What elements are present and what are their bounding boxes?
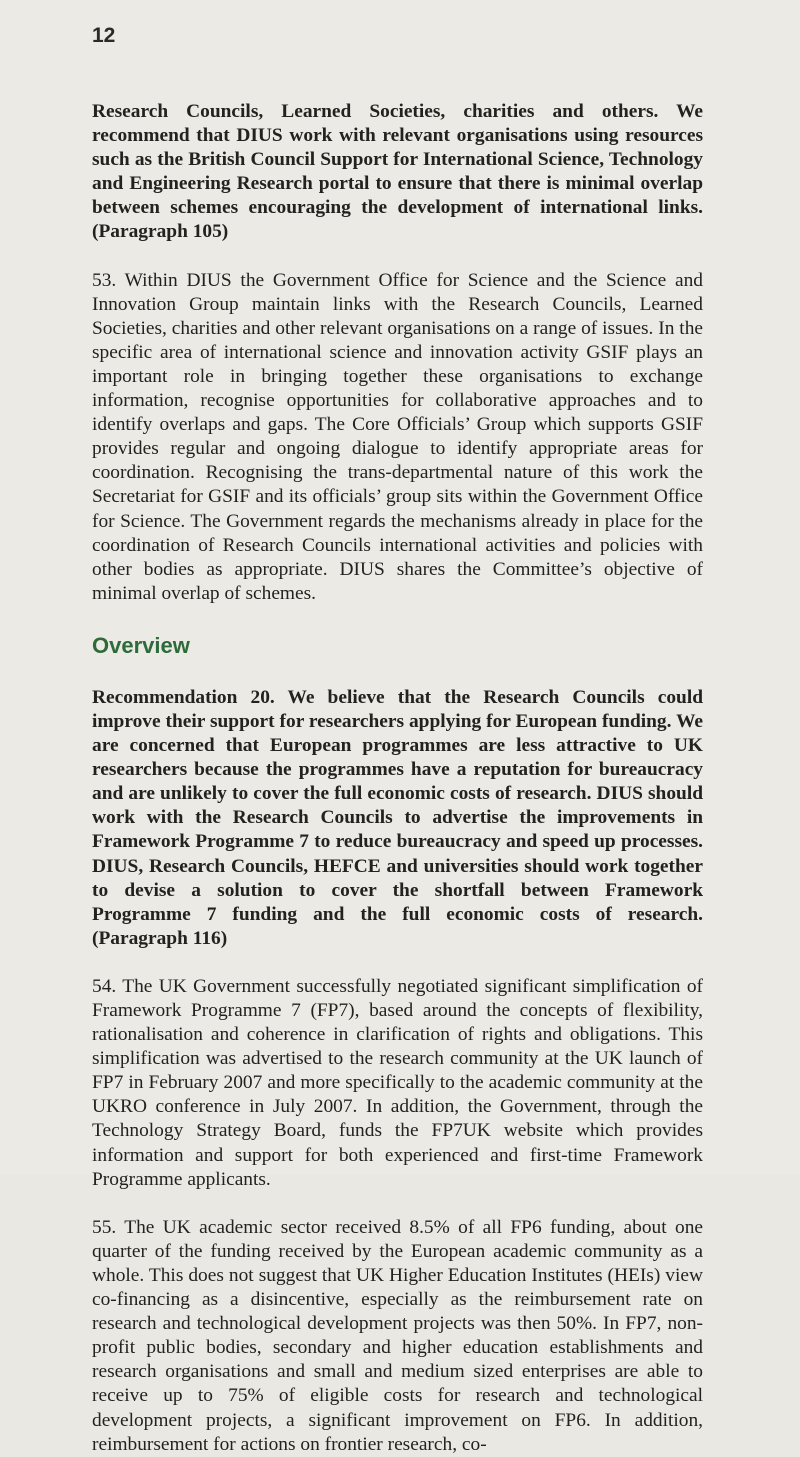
- recommendation-continued: Research Councils, Learned Societies, charities and others. We recommend that DIUS work with relevant organisations using resources such as the British Council Support for International Science, Technology and Engineering Research portal to ensure that there is minimal overlap between schemes encouraging the development of international links. (Paragraph 105): [92, 101, 703, 243]
- page-body: [92, 100, 703, 1457]
- recommendation-20: Recommendation 20. We believe that the Research Councils could improve their support for researchers applying for European funding. We are concerned that European programmes are less attractive to UK researchers because the programmes have a reputation for bureaucracy and are unlikely to cover the full economic costs of research. DIUS should work with the Research Councils to advertise the improvements in Framework Programme 7 to reduce bureaucracy and speed up processes. DIUS, Research Councils, HEFCE and universities should work together to devise a solution to cover the shortfall between Framework Programme 7 funding and the full economic costs of research. (Paragraph 116): [92, 686, 703, 949]
- paragraph-53: 53. Within DIUS the Government Office for Science and the Science and Innovation Group maintain links with the Research Councils, Learned Societies, charities and other relevant organisations on a range of issues. In the specific area of international science and innovation activity GSIF plays an important role in bringing together these organisations to exchange information, recognise opportunities for collaborative approaches and to identify overlaps and gaps. The Core Officials’ Group which supports GSIF provides regular and ongoing dialogue to identify appropriate areas for coordination. Recognising the trans-departmental nature of this work the Secretariat for GSIF and its officials’ group sits within the Government Office for Science. The Government regards the mechanisms already in place for the coordination of Research Councils international activities and policies with other bodies as appropriate. DIUS shares the Committee’s objective of minimal overlap of schemes.: [92, 269, 703, 604]
- page-number: 12: [92, 24, 116, 47]
- paragraph-54: 54. The UK Government successfully negotiated significant simplification of Framework Programme 7 (FP7), based around the concepts of flexibility, rationalisation and coherence in clarification of rights and obligations. This simplification was advertised to the research community at the UK launch of FP7 in February 2007 and more specifically to the academic community at the UKRO conference in July 2007. In addition, the Government, through the Technology Strategy Board, funds the FP7UK website which provides information and support for both experienced and first-time Framework Programme applicants.: [92, 975, 703, 1190]
- section-heading-overview: Overview: [92, 632, 190, 658]
- paragraph-55: 55. The UK academic sector received 8.5% of all FP6 funding, about one quarter of the funding received by the European academic community as a whole. This does not suggest that UK Higher Education Institutes (HEIs) view co-financing as a disincentive, especially as the reimbursement rate on research and technological development projects was then 50%. In FP7, non-profit public bodies, secondary and higher education establishments and research organisations and small and medium sized enterprises are able to receive up to 75% of eligible costs for research and technological development projects, a significant improvement on FP6. In addition, reimbursement for actions on frontier research, co-: [92, 1216, 703, 1455]
